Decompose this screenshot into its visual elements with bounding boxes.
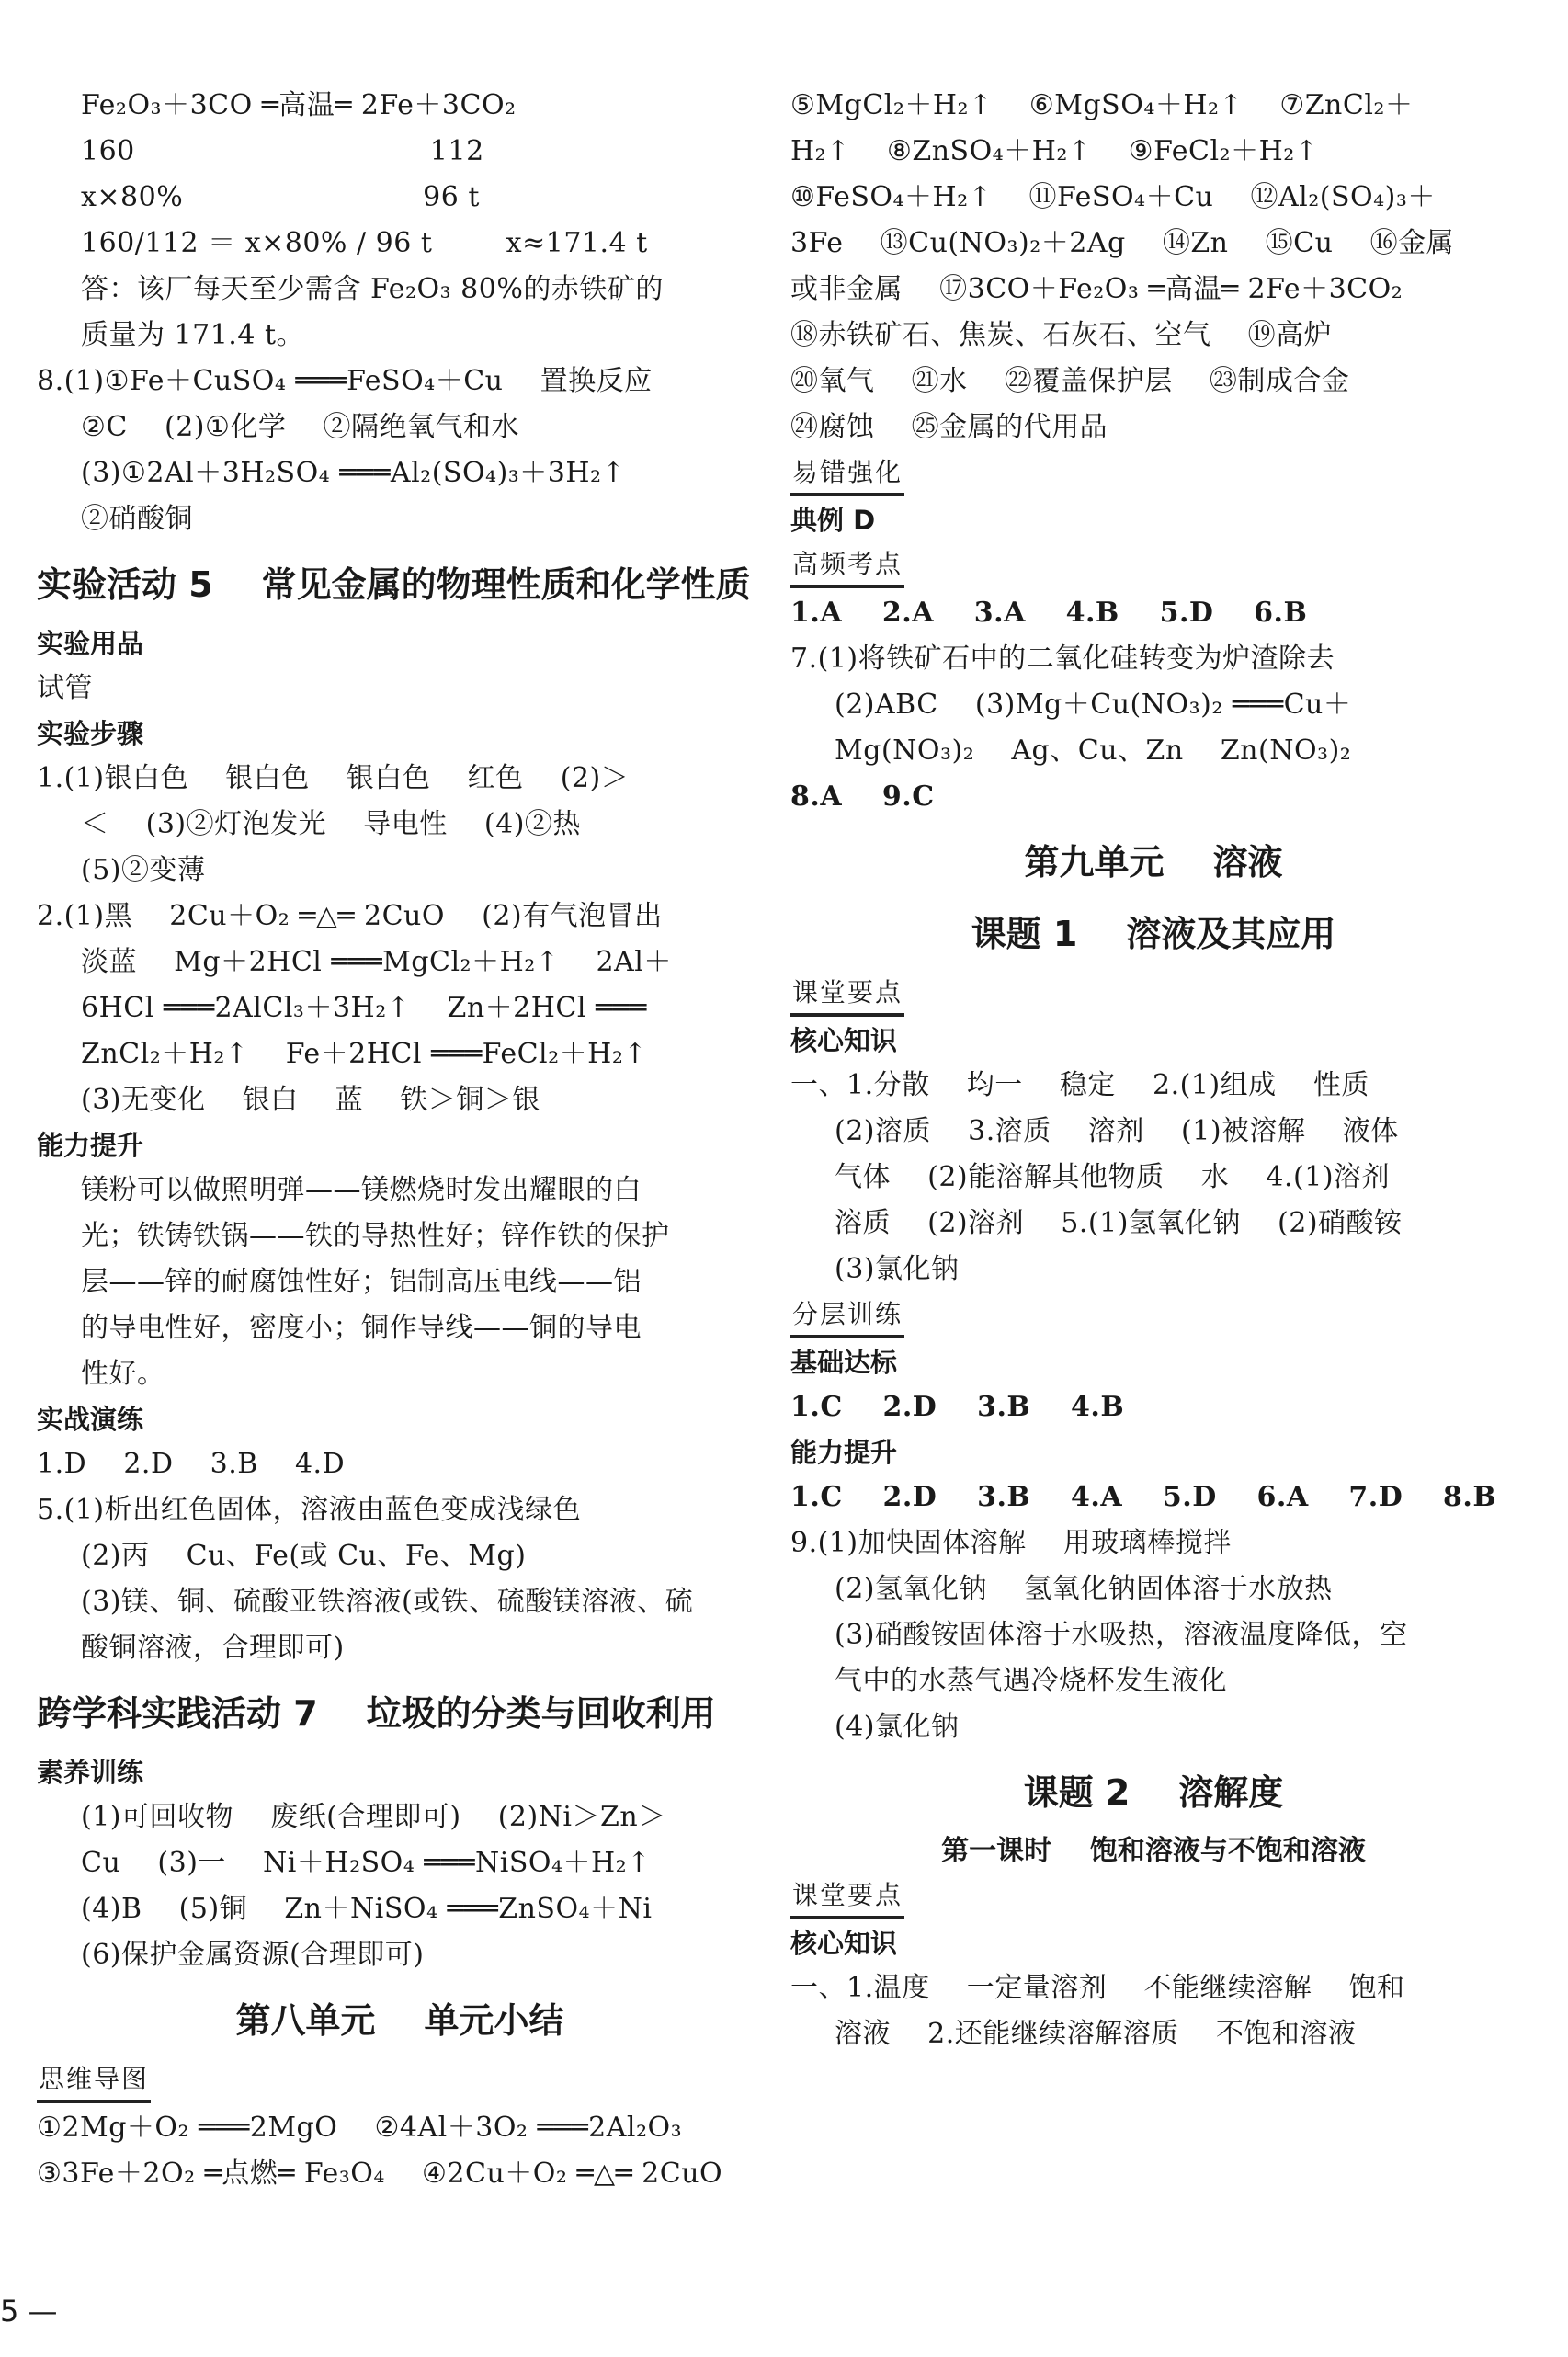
text-line: 一、1.分散 均一 稳定 2.(1)组成 性质 <box>790 1069 1369 1101</box>
text-line: 酸铜溶液，合理即可) <box>81 1632 345 1664</box>
calc-line: 160/112 ＝ x×80% / 96 t x≈171.4 t <box>81 227 648 259</box>
calc-line: Fe₂O₃＋3CO ═高温═ 2Fe＋3CO₂ <box>81 89 517 121</box>
text-line: Cu (3)一 Ni＋H₂SO₄ ═══NiSO₄＋H₂↑ <box>81 1847 651 1879</box>
mindmap-tag: 思维导图 <box>37 2061 151 2103</box>
text-line: 溶质 (2)溶剂 5.(1)氢氧化钠 (2)硝酸铵 <box>835 1207 1403 1239</box>
mindmap-line: H₂↑ ⑧ZnSO₄＋H₂↑ ⑨FeCl₂＋H₂↑ <box>790 135 1319 167</box>
layered-training-tag: 分层训练 <box>790 1296 904 1338</box>
right-column <box>790 83 1517 2057</box>
text-line: ①2Mg＋O₂ ═══2MgO ②4Al＋3O₂ ═══2Al₂O₃ <box>37 2112 683 2144</box>
calc-line: 答：该厂每天至少需含 Fe₂O₃ 80%的赤铁矿的 <box>81 273 664 305</box>
text-line: (3)镁、铜、硫酸亚铁溶液(或铁、硫酸镁溶液、硫 <box>81 1586 694 1618</box>
text-line: 2.(1)黑 2Cu＋O₂ ═△═ 2CuO (2)有气泡冒出 <box>37 900 663 932</box>
text-line: 1.C 2.D 3.B 4.B <box>790 1391 1125 1423</box>
text-line: 气体 (2)能溶解其他物质 水 4.(1)溶剂 <box>835 1161 1391 1193</box>
text-line: 的导电性好，密度小；铜作导线——铜的导电 <box>81 1312 642 1344</box>
text-line: (3)无变化 银白 蓝 铁＞铜＞银 <box>81 1084 540 1116</box>
unit-title: 第八单元 单元小结 <box>235 2000 564 2041</box>
calc-line: x×80% 96 t <box>81 181 480 213</box>
class-points-tag: 课堂要点 <box>790 974 904 1017</box>
unit-title: 第九单元 溶液 <box>1024 842 1283 882</box>
subsection-label: 能力提升 <box>790 1437 898 1468</box>
section-title: 跨学科实践活动 7 垃圾的分类与回收利用 <box>37 1693 716 1734</box>
left-column <box>37 83 763 2197</box>
text-line: 性好。 <box>81 1358 165 1390</box>
text-line: ＜ (3)②灯泡发光 导电性 (4)②热 <box>81 808 581 840</box>
text-line: ③3Fe＋2O₂ ═点燃═ Fe₃O₄ ④2Cu＋O₂ ═△═ 2CuO <box>37 2158 723 2190</box>
text-line: 9.(1)加快固体溶解 用玻璃棒搅拌 <box>790 1527 1232 1559</box>
text-line: 淡蓝 Mg＋2HCl ═══MgCl₂＋H₂↑ 2Al＋ <box>81 946 672 978</box>
errors-tag: 易错强化 <box>790 454 904 496</box>
text-line: 镁粉可以做照明弹——镁燃烧时发出耀眼的白 <box>81 1174 642 1206</box>
text-line: 1.(1)银白色 银白色 银白色 红色 (2)＞ <box>37 762 630 794</box>
text-line: 光；铁铸铁锅——铁的导热性好；锌作铁的保护 <box>81 1220 670 1252</box>
calc-line: 160 112 <box>81 135 484 167</box>
text-line: 一、1.温度 一定量溶剂 不能继续溶解 饱和 <box>790 1972 1405 2004</box>
text-line: 1.C 2.D 3.B 4.A 5.D 6.A 7.D 8.B <box>790 1481 1497 1513</box>
text-line: (2)氢氧化钠 氢氧化钠固体溶于水放热 <box>835 1573 1333 1605</box>
mindmap-line: ⑳氧气 ㉑水 ㉒覆盖保护层 ㉓制成合金 <box>790 365 1350 397</box>
lesson-title: 课题 2 溶解度 <box>1023 1772 1284 1813</box>
subsection-label: 核心知识 <box>790 1025 898 1056</box>
text-line: (1)可回收物 废纸(合理即可) (2)Ni＞Zn＞ <box>81 1801 666 1833</box>
subsection-label: 素养训练 <box>37 1757 144 1788</box>
text-line: Mg(NO₃)₂ Ag、Cu、Zn Zn(NO₃)₂ <box>835 734 1352 767</box>
q8-line: ②C (2)①化学 ②隔绝氧气和水 <box>81 411 520 443</box>
text-line: (4)B (5)铜 Zn＋NiSO₄ ═══ZnSO₄＋Ni <box>81 1893 653 1925</box>
example-answer: 典例 D <box>790 505 876 536</box>
text-line: 1.A 2.A 3.A 4.B 5.D 6.B <box>790 597 1308 629</box>
subsection-label: 实验步骤 <box>37 718 144 749</box>
q8-line: (3)①2Al＋3H₂SO₄ ═══Al₂(SO₄)₃＋3H₂↑ <box>81 457 626 489</box>
text-line: 溶液 2.还能继续溶解溶质 不饱和溶液 <box>835 2018 1357 2050</box>
class-points-tag: 课堂要点 <box>790 1877 904 1919</box>
text-line: 气中的水蒸气遇冷烧杯发生液化 <box>835 1665 1227 1697</box>
mindmap-line: ㉔腐蚀 ㉕金属的代用品 <box>790 411 1108 443</box>
subsection-label: 核心知识 <box>790 1928 898 1959</box>
q8-line: ②硝酸铜 <box>81 503 193 535</box>
text-line: 5.(1)析出红色固体，溶液由蓝色变成浅绿色 <box>37 1494 582 1526</box>
text-line: 试管 <box>37 672 93 704</box>
text-line: (5)②变薄 <box>81 854 206 886</box>
lesson-title: 课题 1 溶液及其应用 <box>971 914 1336 954</box>
text-line: (3)氯化钠 <box>835 1253 960 1285</box>
mindmap-line: ⑩FeSO₄＋H₂↑ ⑪FeSO₄＋Cu ⑫Al₂(SO₄)₃＋ <box>790 181 1436 213</box>
text-line: (2)丙 Cu、Fe(或 Cu、Fe、Mg) <box>81 1540 527 1572</box>
text-line: ZnCl₂＋H₂↑ Fe＋2HCl ═══FeCl₂＋H₂↑ <box>81 1038 647 1070</box>
subsection-label: 基础达标 <box>790 1347 898 1378</box>
text-line: (4)氯化钠 <box>835 1711 960 1743</box>
mindmap-line: 或非金属 ⑰3CO＋Fe₂O₃ ═高温═ 2Fe＋3CO₂ <box>790 273 1403 305</box>
text-line: (3)硝酸铵固体溶于水吸热，溶液温度降低，空 <box>835 1619 1408 1651</box>
text-line: (2)溶质 3.溶质 溶剂 (1)被溶解 液体 <box>835 1115 1399 1147</box>
mindmap-line: ⑤MgCl₂＋H₂↑ ⑥MgSO₄＋H₂↑ ⑦ZnCl₂＋ <box>790 89 1414 121</box>
subsection-label: 能力提升 <box>37 1130 144 1161</box>
text-line: 7.(1)将铁矿石中的二氧化硅转变为炉渣除去 <box>790 643 1335 675</box>
section-title: 实验活动 5 常见金属的物理性质和化学性质 <box>37 564 751 605</box>
text-line: (2)ABC (3)Mg＋Cu(NO₃)₂ ═══Cu＋ <box>835 689 1352 721</box>
text-line: 1.D 2.D 3.B 4.D <box>37 1448 346 1480</box>
subsection-label: 实验用品 <box>37 628 144 659</box>
page-number: 5 — <box>0 2294 58 2329</box>
calc-line: 质量为 171.4 t。 <box>81 319 305 351</box>
q8-line: 8.(1)①Fe＋CuSO₄ ═══FeSO₄＋Cu 置换反应 <box>37 365 653 397</box>
text-line: 层——锌的耐腐蚀性好；铝制高压电线——铝 <box>81 1266 642 1298</box>
text-line: 6HCl ═══2AlCl₃＋3H₂↑ Zn＋2HCl ═══ <box>81 992 647 1024</box>
freq-tag: 高频考点 <box>790 546 904 588</box>
text-line: 8.A 9.C <box>790 780 935 813</box>
mindmap-line: 3Fe ⑬Cu(NO₃)₂＋2Ag ⑭Zn ⑮Cu ⑯金属 <box>790 227 1455 259</box>
subsection-label: 实战演练 <box>37 1404 144 1435</box>
period-title: 第一课时 饱和溶液与不饱和溶液 <box>941 1835 1366 1867</box>
mindmap-line: ⑱赤铁矿石、焦炭、石灰石、空气 ⑲高炉 <box>790 319 1333 351</box>
text-line: (6)保护金属资源(合理即可) <box>81 1939 425 1971</box>
